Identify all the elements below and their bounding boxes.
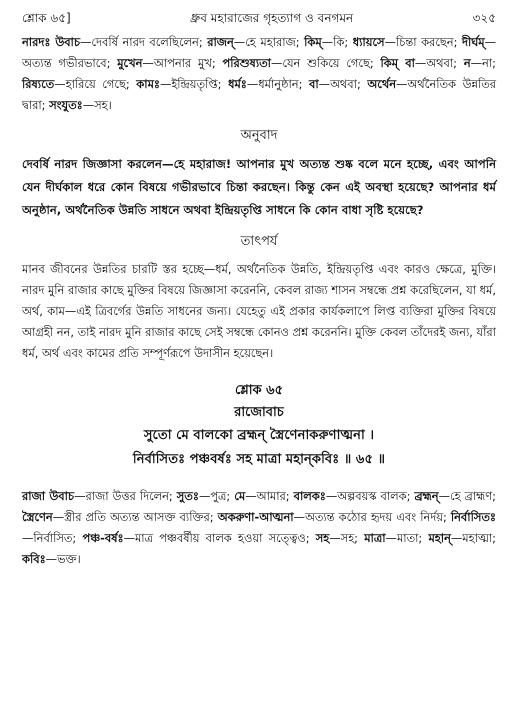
synonym-word: ব্রহ্মন্	[414, 489, 439, 503]
verse-speaker: রাজোবাচ	[234, 405, 284, 420]
synonym-word: অকরুণা-আত্মনা	[217, 510, 294, 524]
synonym-meaning: অথবা;	[330, 77, 368, 91]
book-page	[22, 10, 496, 570]
synonym-meaning: সহ;	[340, 531, 365, 545]
translation-heading: অনুবাদ	[240, 128, 278, 143]
synonym-word: ধর্মঃ	[228, 77, 247, 91]
synonym-meaning: অত্যন্ত গভীরভাবে;	[22, 56, 118, 70]
synonym-meaning: হে মহারাজ;	[245, 35, 305, 49]
synonym-word: কামঃ	[136, 77, 160, 91]
synonym-word: মাত্রা	[364, 531, 386, 545]
synonym-word: কিম্ বা	[380, 56, 415, 70]
synonym-word: সংযুতঃ	[49, 98, 83, 112]
synonym-word: রিষ্যতে	[22, 77, 55, 91]
synonym-meaning: হারিয়ে গেছে;	[65, 77, 137, 91]
synonym-word: নারদঃ উবাচ	[22, 35, 81, 49]
verse-line-2: নির্বাসিতঃ পঞ্চবর্ষঃ সহ মাত্রা মহান্‌কবিঃ ॥ ৬৫ ॥	[132, 452, 386, 467]
synonym-meaning: অর্থনৈতিক উন্নতির দ্বারা;	[22, 77, 497, 112]
synonym-word: ধ্যায়সে	[352, 35, 385, 49]
synonym-meaning: মহাত্মা;	[462, 531, 497, 545]
synonym-word: পরিশুষ্যতা	[222, 56, 271, 70]
synonym-word: বা	[309, 77, 319, 91]
synonym-meaning: আমার;	[256, 489, 294, 503]
synonym-meaning: সহ।	[94, 98, 112, 112]
word-for-word-synonyms-verse-65: রাজা উবাচ—রাজা উত্তর দিলেন; সুতঃ—পুত্র; মে—আমার; বালকঃ—অল্পবয়স্ক বালক; ব্রহ্মন্—হে ব্রাহ্মণ; স্ত্রৈণেন—স্ত্রীর প্রতি অত্যন্ত আসক্ত ব্যক্তির; অকরুণা-আত্মনা—অত্যন্ত কঠোর হৃদয় এবং নির্দয়; নির্বাসিতঃ—নির্বাসিত; পঞ্চ-বর্ষঃ—মাত্র পঞ্চবর্ষীয় বালক হওয়া সত্ত্বেও; সহ—সহ; মাত্রা—মাতা; মহান্—মহাত্মা; কবিঃ—ভক্ত।	[22, 489, 497, 566]
synonym-meaning: না;	[482, 56, 496, 70]
synonym-word: পঞ্চ-বর্ষঃ	[82, 531, 124, 545]
purport-text: মানব জীবনের উন্নতির চারটি স্তর হচ্ছে—ধর্ম, অর্থনৈতিক উন্নতি, ইন্দ্রিয়তৃপ্তি এবং কারও ক্ষেত্রে, মুক্তি। নারদ মুনি রাজার কাছে মুক্তির বিষয়ে জিজ্ঞাসা করেননি, কেবল রাজ্য শাসন সম্বন্ধে প্রশ্ন করেছিলেন, যা ধর্ম, অর্থ, কাম—এই ত্রিবর্গের উন্নতি সাধনের জন্য। যেহেতু এই প্রকার কার্যকলাপে লিপ্ত ব্যক্তিরা মুক্তির বিষয়ে আগ্রহী নন, তাই নারদ মুনি রাজার কাছে সেই সম্বন্ধে কোনও প্রশ্ন করেননি। মুক্তি কেবল তাঁদেরই জন্য, যাঁরা ধর্ম, অর্থ এবং কামের প্রতি সম্পূর্ণরূপে উদাসীন হয়েছেন।	[22, 262, 496, 360]
page-number: ৩২৫	[472, 11, 496, 25]
synonym-meaning: মাতা;	[396, 531, 429, 545]
word-for-word-synonyms: নারদঃ উবাচ—দেবর্ষি নারদ বলেছিলেন; রাজন্—হে মহারাজ; কিম্—কি; ধ্যায়সে—চিন্তা করছেন; দীর্ঘম্—অত্যন্ত গভীরভাবে; মুখেন—আপনার মুখ; পরিশুষ্যতা—যেন শুকিয়ে গেছে; কিম্ বা—অথবা; ন—না; রিষ্যতে—হারিয়ে গেছে; কামঃ—ইন্দ্রিয়তৃপ্তি; ধর্মঃ—ধর্মানুষ্ঠান; বা—অথবা; অর্থেন—অর্থনৈতিক উন্নতির দ্বারা; সংযুতঃ—সহ।	[22, 35, 497, 112]
synonym-meaning: ধর্মানুষ্ঠান;	[258, 77, 310, 91]
synonym-meaning: দেবর্ষি নারদ বলেছিলেন;	[91, 35, 208, 49]
synonym-word: নির্বাসিতঃ	[450, 510, 496, 524]
synonym-meaning: আপনার মুখ;	[153, 56, 223, 70]
synonym-word: কিম্	[304, 35, 322, 49]
synonym-word: রাজা উবাচ	[22, 489, 75, 503]
synonym-meaning: মাত্র পঞ্চবর্ষীয় বালক হওয়া সত্ত্বেও;	[134, 531, 316, 545]
synonym-meaning: চিন্তা করছেন;	[395, 35, 463, 49]
purport-heading: তাৎপর্য	[240, 234, 278, 249]
synonym-word: দীর্ঘম্	[462, 35, 485, 49]
synonym-meaning: রাজা উত্তর দিলেন;	[85, 489, 177, 503]
running-header	[22, 10, 496, 32]
verse-number: শ্লোক ৬৫	[234, 383, 284, 398]
synonym-word: অর্থেন	[367, 77, 396, 91]
synonym-meaning: স্ত্রীর প্রতি অত্যন্ত আসক্ত ব্যক্তির;	[64, 510, 218, 524]
header-verse-ref: শ্লোক ৬৫]	[22, 11, 71, 25]
synonym-meaning: হে ব্রাহ্মণ;	[450, 489, 496, 503]
synonym-meaning: ইন্দ্রিয়তৃপ্তি;	[171, 77, 229, 91]
synonym-word: রাজন্	[207, 35, 234, 49]
synonym-meaning: কি;	[333, 35, 353, 49]
synonym-meaning: ভক্ত।	[57, 552, 81, 566]
synonym-word: সুতঃ	[176, 489, 199, 503]
header-chapter-title: ধ্রুব মহারাজের গৃহত্যাগ ও বনগমন	[190, 11, 354, 25]
synonym-word: মুখেন	[117, 56, 143, 70]
synonym-meaning: অত্যন্ত কঠোর হৃদয় এবং নির্দয়;	[304, 510, 451, 524]
synonym-word: বালকঃ	[293, 489, 326, 503]
synonym-meaning: যেন শুকিয়ে গেছে;	[282, 56, 381, 70]
synonym-word: মে	[234, 489, 246, 503]
synonym-word: স্ত্রৈণেন	[22, 510, 53, 524]
synonym-word: কবিঃ	[22, 552, 46, 566]
synonym-word: ন	[463, 56, 471, 70]
synonym-meaning: অল্পবয়স্ক বালক;	[337, 489, 415, 503]
translation-text: দেবর্ষি নারদ জিজ্ঞাসা করলেন—হে মহারাজ! আপনার মুখ অত্যন্ত শুষ্ক বলে মনে হচ্ছে, এবং আপনি যেন দীর্ঘকাল ধরে কোন বিষয়ে গভীরভাবে চিন্তা করছেন। কিন্তু কেন এই অবস্থা হয়েছে? আপনার ধর্ম অনুষ্ঠান, অর্থনৈতিক উন্নতি সাধনে অথবা ইন্দ্রিয়তৃপ্তি সাধনে কি কোন বাধা সৃষ্টি হয়েছে?	[22, 157, 496, 217]
synonym-word: মহান্	[428, 531, 451, 545]
synonym-word: সহ	[315, 531, 330, 545]
synonym-meaning: পুত্র;	[210, 489, 235, 503]
verse-line-1: সুতো মে বালকো ব্রহ্মন্ স্ত্রৈণেনাকরুণাত্মনা ।	[143, 428, 375, 443]
synonym-meaning: নির্বাসিত;	[33, 531, 83, 545]
synonym-meaning: অথবা;	[426, 56, 464, 70]
